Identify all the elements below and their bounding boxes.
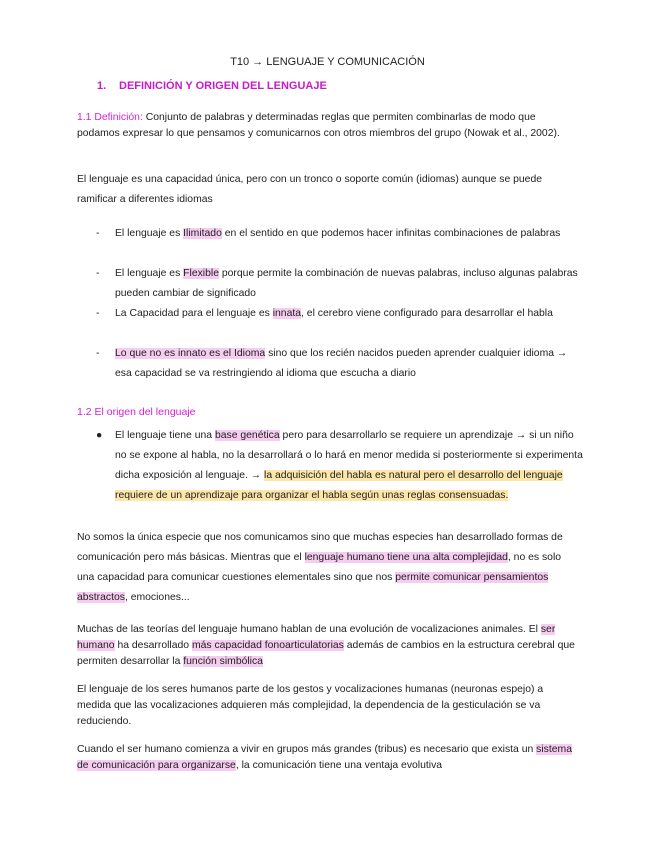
section-heading	[97, 80, 327, 92]
page-title: T10 → LENGUAJE Y COMUNICACIÓN	[230, 56, 425, 68]
paragraph-text: además de cambios en la estructura cerebral que permiten desarrollar la	[77, 640, 575, 667]
list-text: , el cerebro viene configurado para desarrollar el habla	[301, 308, 553, 319]
list-item	[96, 304, 581, 324]
list-text: La Capacidad para el lenguaje es	[115, 308, 273, 319]
list-text: El lenguaje tiene una	[115, 430, 215, 441]
dash-bullet: -	[96, 348, 100, 359]
highlight: innata	[272, 308, 302, 319]
list-text: porque permite la combinación de nuevas palabras, incluso algunas palabras pueden cambiar de significado	[115, 268, 578, 299]
paragraph-text: , no es solo una capacidad para comunicar cuestiones elementales sino que nos	[77, 552, 562, 583]
definition-text: Conjunto de palabras y determinadas reglas que permiten combinarlas de modo que podamos expresar lo que pensamos y comunicarnos con otros miembros del grupo (Nowak et al., 2002).	[77, 112, 560, 139]
highlight: permite comunicar pensamientos abstractos	[77, 572, 549, 603]
highlight: lenguaje humano tiene una alta complejidad	[304, 552, 508, 563]
highlight: Ilimitado	[183, 228, 222, 239]
list-item	[96, 344, 581, 384]
dot-bullet: ●	[96, 430, 103, 441]
theories-paragraph	[77, 622, 577, 670]
paragraph-text: ha desarrollado	[114, 640, 192, 651]
highlight: base genética	[214, 430, 280, 441]
paragraph-text: No somos la única especie que nos comunicamos sino que muchas especies han desarrollado formas de comunicación pero más básicas. Mientras que el	[77, 532, 563, 563]
paragraph-text: , la comunicación tiene una ventaja evolutiva	[235, 760, 443, 771]
section-number: 1.	[97, 80, 107, 92]
highlight: más capacidad fonoarticulatorias	[191, 640, 344, 651]
highlight: Lo que no es innato es el Idioma	[115, 348, 266, 359]
dash-bullet: -	[96, 268, 100, 279]
list-text: en el sentido en que podemos hacer infinitas combinaciones de palabras	[221, 228, 561, 239]
intro-paragraph: El lenguaje es una capacidad única, pero con un tronco o soporte común (idiomas) aunque se puede ramificar a diferentes idiomas	[77, 174, 543, 205]
highlight: función simbólica	[183, 656, 263, 667]
subsection-heading: 1.2 El origen del lenguaje	[77, 406, 196, 418]
definition-paragraph	[77, 110, 577, 142]
list-item	[96, 224, 581, 244]
tribes-paragraph	[77, 742, 577, 774]
list-item	[96, 426, 586, 506]
highlight: ser humano	[77, 624, 556, 651]
species-paragraph	[77, 528, 572, 608]
list-text: El lenguaje es	[115, 228, 184, 239]
list-text: pero para desarrollarlo se requiere un aprendizaje → si un niño no se expone al habla, no la desarrollará o lo hará en menor medida si posteriormente si experimenta dicha exposición al lenguaje. →	[115, 430, 583, 481]
paragraph-text: Muchas de las teorías del lenguaje humano hablan de una evolución de vocalizaciones animales. El	[77, 624, 541, 635]
paragraph-text: , emociones...	[124, 592, 190, 603]
highlight: sistema de comunicación para organizarse	[77, 744, 572, 771]
yellow-highlight: la adquisición del habla es natural pero el desarrollo del lenguaje requiere de un aprendizaje para organizar el habla según unas reglas consensuadas.	[115, 470, 563, 501]
paragraph-text: Cuando el ser humano comienza a vivir en grupos más grandes (tribus) es necesario que exista un	[77, 744, 537, 755]
dash-bullet: -	[96, 228, 100, 239]
definition-label: 1.1 Definición:	[77, 112, 143, 123]
gestures-paragraph: El lenguaje de los seres humanos parte de los gestos y vocalizaciones humanas (neuronas espejo) a medida que las vocalizaciones adquieren más complejidad, la dependencia de la gesticulación se va reduciendo.	[77, 684, 544, 727]
list-text: sino que los recién nacidos pueden aprender cualquier idioma → esa capacidad se va restringiendo al idioma que escucha a diario	[115, 348, 568, 379]
list-text: El lenguaje es	[115, 268, 184, 279]
highlight: Flexible	[183, 268, 219, 279]
section-label: DEFINICIÓN Y ORIGEN DEL LENGUAJE	[119, 80, 327, 92]
list-item	[96, 264, 581, 304]
dash-bullet: -	[96, 308, 100, 319]
